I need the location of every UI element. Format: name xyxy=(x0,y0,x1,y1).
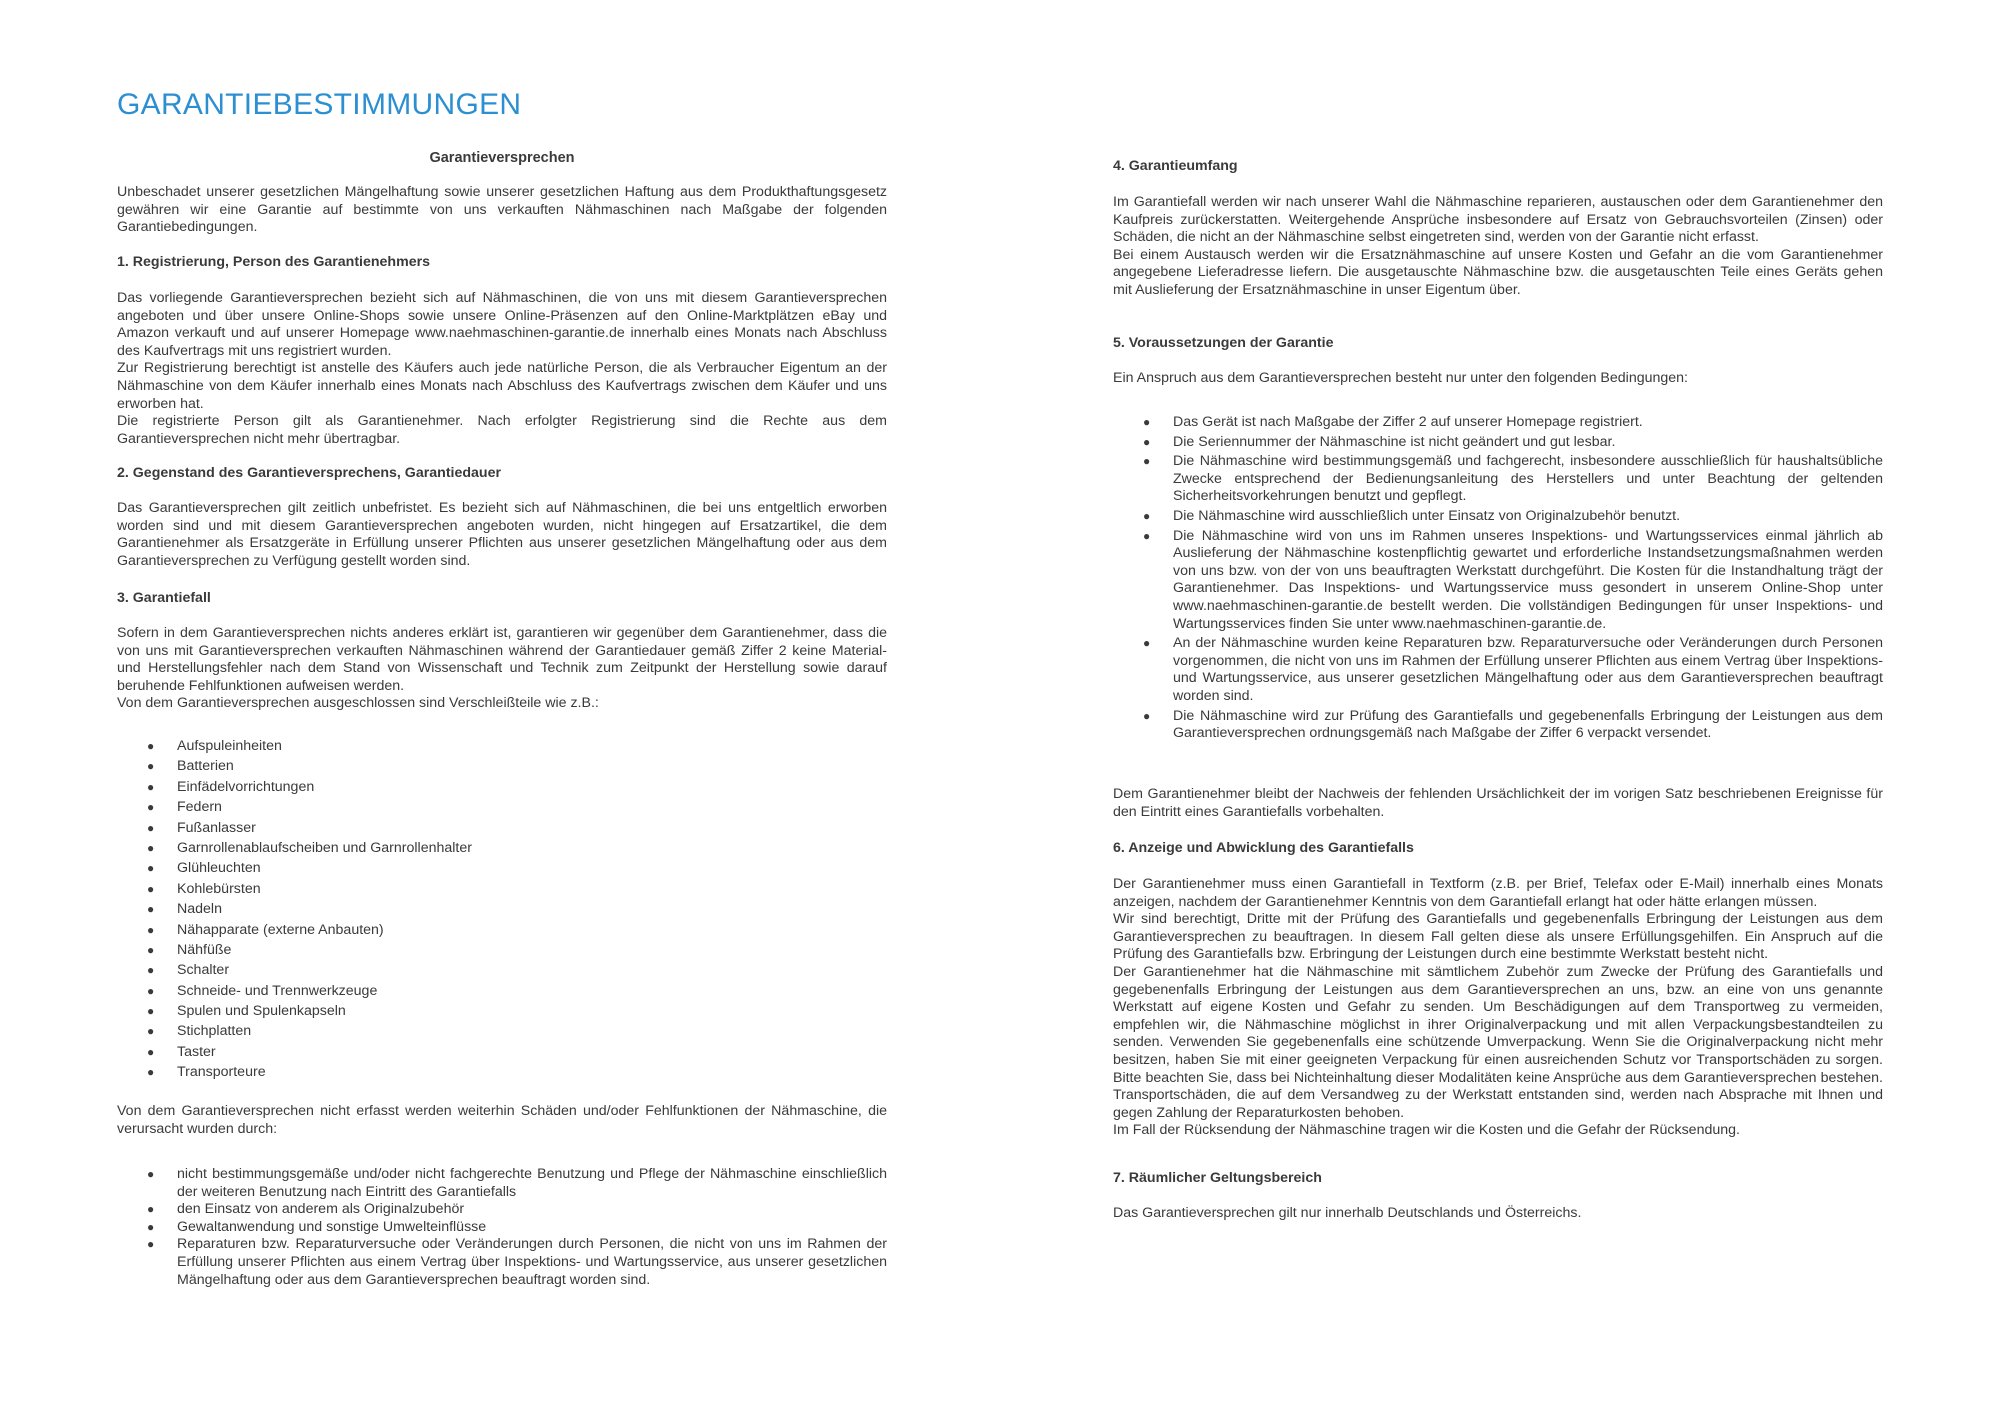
list-item: ● Spulen und Spulenkapseln xyxy=(147,1003,346,1020)
section-2-paragraph: Das Garantieversprechen gilt zeitlich unbefristet. Es bezieht sich auf Nähmaschinen, die bei uns entgeltlich erworben worden sind und mit diesem Garantieversprechen angeboten wurden, nicht hingegen auf Ersatzartikel, die dem Garantienehmer als Ersatzgeräte in Erfüllung unserer Pflichten aus unserer gesetzlichen Mängelhaftung oder aus dem Garantieversprechen zu Verfügung gestellt worden sind. xyxy=(117,500,887,569)
list-item: ● Kohlebürsten xyxy=(147,880,261,897)
bullet-icon: ● xyxy=(147,840,155,855)
bullet-icon: ● xyxy=(147,963,155,978)
bullet-icon: ● xyxy=(1143,528,1151,543)
bullet-icon: ● xyxy=(1143,708,1151,723)
section-4-body xyxy=(1113,194,1883,300)
section-6-paragraph: Im Fall der Rücksendung der Nähmaschine tragen wir die Kosten und die Gefahr der Rücksendung. xyxy=(1113,1122,1740,1139)
section-3-paragraph: Von dem Garantieversprechen ausgeschlossen sind Verschleißteile wie z.B.: xyxy=(117,695,599,712)
section-7-heading: 7. Räumlicher Geltungsbereich xyxy=(1113,1170,1322,1186)
section-2-heading: 2. Gegenstand des Garantieversprechens, Garantiedauer xyxy=(117,465,502,481)
bullet-icon: ● xyxy=(147,739,155,753)
bullet-icon: ● xyxy=(1143,415,1151,429)
section-6-heading: 6. Anzeige und Abwicklung des Garantiefalls xyxy=(1113,840,1414,856)
bullet-icon: ● xyxy=(1143,508,1151,523)
bullet-icon: ● xyxy=(147,1065,155,1080)
list-item: ● nicht bestimmungsgemäße und/oder nicht fachgerechte Benutzung und Pflege der Nähmaschine einschließlich der weiteren Benutzung nach Eintritt des Garantiefalls xyxy=(147,1166,887,1200)
section-3-paragraph: Von dem Garantieversprechen nicht erfasst werden weiterhin Schäden und/oder Fehlfunktionen der Nähmaschine, die verursacht wurden durch: xyxy=(117,1103,887,1137)
list-item: ● An der Nähmaschine wurden keine Reparaturen bzw. Reparaturversuche oder Veränderungen durch Personen vorgenommen, die nicht von uns im Rahmen der Erfüllung unserer Pflichten aus einem Vertrag über Inspektions- und Wartungsservice, aus unserer gesetzlichen Mängelhaftung oder aus dem Garantieversprechen beauftragt worden sind. xyxy=(1143,635,1883,704)
bullet-icon: ● xyxy=(147,1004,155,1019)
bullet-icon: ● xyxy=(147,942,155,957)
bullet-icon: ● xyxy=(1143,454,1151,469)
section-4-paragraph: Im Garantiefall werden wir nach unserer Wahl die Nähmaschine reparieren, austauschen oder dem Garantienehmer den Kaufpreis zurückerstatten. Weitergehende Ansprüche insbesondere auf Ersatz von Gebrauchsvorteilen (Zinsen) oder Schäden, die nicht an der Nähmaschine selbst eingetreten sind, werden von der Garantie nicht erfasst. xyxy=(1113,194,1883,246)
bullet-icon: ● xyxy=(1143,434,1151,449)
list-item: ● Die Seriennummer der Nähmaschine ist nicht geändert und gut lesbar. xyxy=(1143,433,1616,450)
list-item: ● Federn xyxy=(147,799,222,816)
list-item: ● Taster xyxy=(147,1043,216,1060)
section-5-heading: 5. Voraussetzungen der Garantie xyxy=(1113,335,1334,351)
list-item: ● Glühleuchten xyxy=(147,860,261,877)
bullet-icon: ● xyxy=(147,1024,155,1039)
section-5-paragraph: Ein Anspruch aus dem Garantieversprechen besteht nur unter den folgenden Bedingungen: xyxy=(1113,370,1688,386)
bullet-icon: ● xyxy=(147,820,155,835)
bullet-icon: ● xyxy=(1143,636,1151,651)
list-item: ● Einfädelvorrichtungen xyxy=(147,778,315,795)
list-item: ● Gewaltanwendung und sonstige Umwelteinflüsse xyxy=(147,1218,487,1235)
section-1-paragraph: Die registrierte Person gilt als Garantienehmer. Nach erfolgter Registrierung sind die Rechte aus dem Garantieversprechen nicht mehr übertragbar. xyxy=(117,413,887,447)
section-6-body xyxy=(1113,876,1883,1140)
bullet-icon: ● xyxy=(147,902,155,917)
list-item: ● Reparaturen bzw. Reparaturversuche oder Veränderungen durch Personen, die nicht von uns im Rahmen der Erfüllung unserer Pflichten aus einem Vertrag über Inspektions- und Wartungsservice, aus unserer gesetzlichen Mängelhaftung oder aus dem Garantieversprechen beauftragt worden sind. xyxy=(147,1236,887,1288)
section-1-heading: 1. Registrierung, Person des Garantienehmers xyxy=(117,254,431,270)
section-4-paragraph: Bei einem Austausch werden wir die Ersatznähmaschine auf unsere Kosten und Gefahr an die vom Garantienehmer angegebene Lieferadresse liefern. Die ausgetauschte Nähmaschine bzw. die ausgetauschten Teile eines Geräts gehen mit Auslieferung der Ersatznähmaschine in unser Eigentum über. xyxy=(1113,246,1883,298)
conditions-list xyxy=(1113,414,1883,743)
bullet-icon: ● xyxy=(147,779,155,794)
section-5-paragraph: Dem Garantienehmer bleibt der Nachweis der fehlenden Ursächlichkeit der im vorigen Satz beschriebenen Ereignisse für den Eintritt eines Garantiefalls vorbehalten. xyxy=(1113,786,1883,820)
bullet-icon: ● xyxy=(147,922,155,937)
list-item: ● Nähfüße xyxy=(147,941,232,958)
section-1-body xyxy=(117,290,887,448)
bullet-icon: ● xyxy=(147,1202,155,1217)
list-item: ● Die Nähmaschine wird bestimmungsgemäß und fachgerecht, insbesondere ausschließlich für haushaltsübliche Zwecke entsprechend der Bedienungsanleitung des Herstellers und unter Beachtung der geltenden Sicherheitsvorkehrungen benutzt und gepflegt. xyxy=(1143,453,1883,505)
section-1-paragraph: Zur Registrierung berechtigt ist anstelle des Käufers auch jede natürliche Person, die als Verbraucher Eigentum an der Nähmaschine von dem Käufer innerhalb eines Monats nach Abschluss des Kaufvertrags zwischen dem Käufer und uns erworben hat. xyxy=(117,360,887,412)
bullet-icon: ● xyxy=(147,1219,155,1234)
list-item: ● Nähapparate (externe Anbauten) xyxy=(147,921,384,938)
bullet-icon: ● xyxy=(147,1237,155,1252)
exclusion-causes-list xyxy=(117,1166,887,1289)
section-3-body xyxy=(117,625,887,713)
bullet-icon: ● xyxy=(147,1044,155,1059)
bullet-icon: ● xyxy=(147,861,155,876)
bullet-icon: ● xyxy=(147,881,155,896)
list-item: ● Schalter xyxy=(147,962,230,979)
list-item: ● Die Nähmaschine wird ausschließlich unter Einsatz von Originalzubehör benutzt. xyxy=(1143,507,1681,524)
list-item: ● Die Nähmaschine wird zur Prüfung des Garantiefalls und gegebenenfalls Erbringung der Leistungen aus dem Garantieversprechen ordnungsgemäß nach Maßgabe der Ziffer 6 verpackt versendet. xyxy=(1143,707,1883,742)
list-item: ● Fußanlasser xyxy=(147,819,256,836)
document-subtitle: Garantieversprechen xyxy=(429,150,575,166)
list-item: ● Transporteure xyxy=(147,1064,266,1081)
bullet-icon: ● xyxy=(147,759,155,774)
list-item: ● Aufspuleinheiten xyxy=(147,738,282,754)
list-item: ● Die Nähmaschine wird von uns im Rahmen unseres Inspektions- und Wartungsservices einmal jährlich ab Auslieferung der Nähmaschine kostenpflichtig gewartet und erforderliche Instandsetzungsmaßnahmen werden von uns bzw. von der von uns beauftragten Werkstatt durchgeführt. Die Kosten für die Instandhaltung trägt der Garantienehmer. Das Inspektions- und Wartungsservice muss gesondert in unserem Online-Shop unter www.naehmaschinen-garantie.de bestellt werden. Die vollständigen Bedingungen für unser Inspektions- und Wartungsservices finden Sie unter www.naehmaschinen-garantie.de. xyxy=(1143,527,1883,632)
section-6-paragraph: Der Garantienehmer hat die Nähmaschine mit sämtlichem Zubehör zum Zwecke der Prüfung des Garantiefalls und gegebenenfalls Erbringung der Leistungen aus dem Garantieversprechen an uns, bzw. an eine von uns genannte Werkstatt auf eigene Kosten und Gefahr zu senden. Um Beschädigungen auf dem Transportweg zu vermeiden, empfehlen wir, die Nähmaschine möglichst in ihrer Originalverpackung und mit allen Verpackungsbestandteilen zu senden. Verwenden Sie gegebenenfalls eine schützende Umverpackung. Wenn Sie die Originalverpackung nicht mehr besitzen, haben Sie mit einer geeigneten Verpackung für einen ausreichenden Schutz vor Transportschäden zu sorgen. Bitte beachten Sie, dass bei Nichteinhaltung dieser Modalitäten keine Ansprüche aus dem Garantieversprechen bestehen. Transportschäden, die auf dem Versandweg zu der Werkstatt entstanden sind, werden nach Absprache mit Ihnen und gegen Zahlung der Reparaturkosten behoben. xyxy=(1113,963,1883,1121)
wear-parts-list xyxy=(117,738,887,1082)
list-item: ● Das Gerät ist nach Maßgabe der Ziffer 2 auf unserer Homepage registriert. xyxy=(1143,414,1643,430)
section-1-paragraph: Das vorliegende Garantieversprechen bezieht sich auf Nähmaschinen, die von uns mit diesem Garantieversprechen angeboten und über unsere Online-Shops sowie unsere Online-Präsenzen auf den Online-Marktplätzen eBay und Amazon verkauft und auf unserer Homepage www.naehmaschinen-garantie.de innerhalb eines Monats nach Abschluss des Kaufvertrags mit uns registriert wurden. xyxy=(117,290,887,359)
list-item: ● den Einsatz von anderem als Originalzubehör xyxy=(147,1201,465,1218)
intro-paragraph: Unbeschadet unserer gesetzlichen Mängelhaftung sowie unserer gesetzlichen Haftung aus dem Produkthaftungsgesetz gewähren wir eine Garantie auf bestimmte von uns verkauften Nähmaschinen nach Maßgabe der folgenden Garantiebedingungen. xyxy=(117,184,887,236)
list-item: ● Garnrollenablaufscheiben und Garnrollenhalter xyxy=(147,839,472,856)
section-6-paragraph: Der Garantienehmer muss einen Garantiefall in Textform (z.B. per Brief, Telefax oder E-Mail) innerhalb eines Monats anzeigen, nachdem der Garantienehmer Kenntnis von dem Garantiefall erlangt hat oder hätte erlangen müssen. xyxy=(1113,876,1883,910)
section-7-paragraph: Das Garantieversprechen gilt nur innerhalb Deutschlands und Österreichs. xyxy=(1113,1205,1582,1221)
list-item: ● Batterien xyxy=(147,758,234,775)
list-item: ● Stichplatten xyxy=(147,1023,252,1040)
document-title: GARANTIEBESTIMMUNGEN xyxy=(117,88,522,121)
section-3-paragraph: Sofern in dem Garantieversprechen nichts anderes erklärt ist, garantieren wir gegenüber dem Garantienehmer, dass die von uns mit Garantieversprechen verkauften Nähmaschinen während der Garantiedauer gemäß Ziffer 2 keine Material- und Herstellungsfehler nach dem Stand von Wissenschaft und Technik zum Zeitpunkt der Herstellung sowie darauf beruhende Fehlfunktionen aufweisen werden. xyxy=(117,625,887,694)
bullet-icon: ● xyxy=(147,983,155,998)
list-item: ● Schneide- und Trennwerkzeuge xyxy=(147,982,378,999)
bullet-icon: ● xyxy=(147,1167,155,1181)
list-item: ● Nadeln xyxy=(147,901,222,918)
section-3-heading: 3. Garantiefall xyxy=(117,590,211,606)
bullet-icon: ● xyxy=(147,800,155,815)
section-6-paragraph: Wir sind berechtigt, Dritte mit der Prüfung des Garantiefalls und gegebenenfalls Erbringung der Leistungen aus dem Garantieversprechen zu beauftragen. In diesem Fall gelten diese als unsere Erfüllungsgehilfen. Ein Anspruch auf die Prüfung des Garantiefalls bzw. Erbringung der Leistungen durch eine bestimmte Werkstatt besteht nicht. xyxy=(1113,911,1883,963)
section-4-heading: 4. Garantieumfang xyxy=(1113,158,1238,174)
